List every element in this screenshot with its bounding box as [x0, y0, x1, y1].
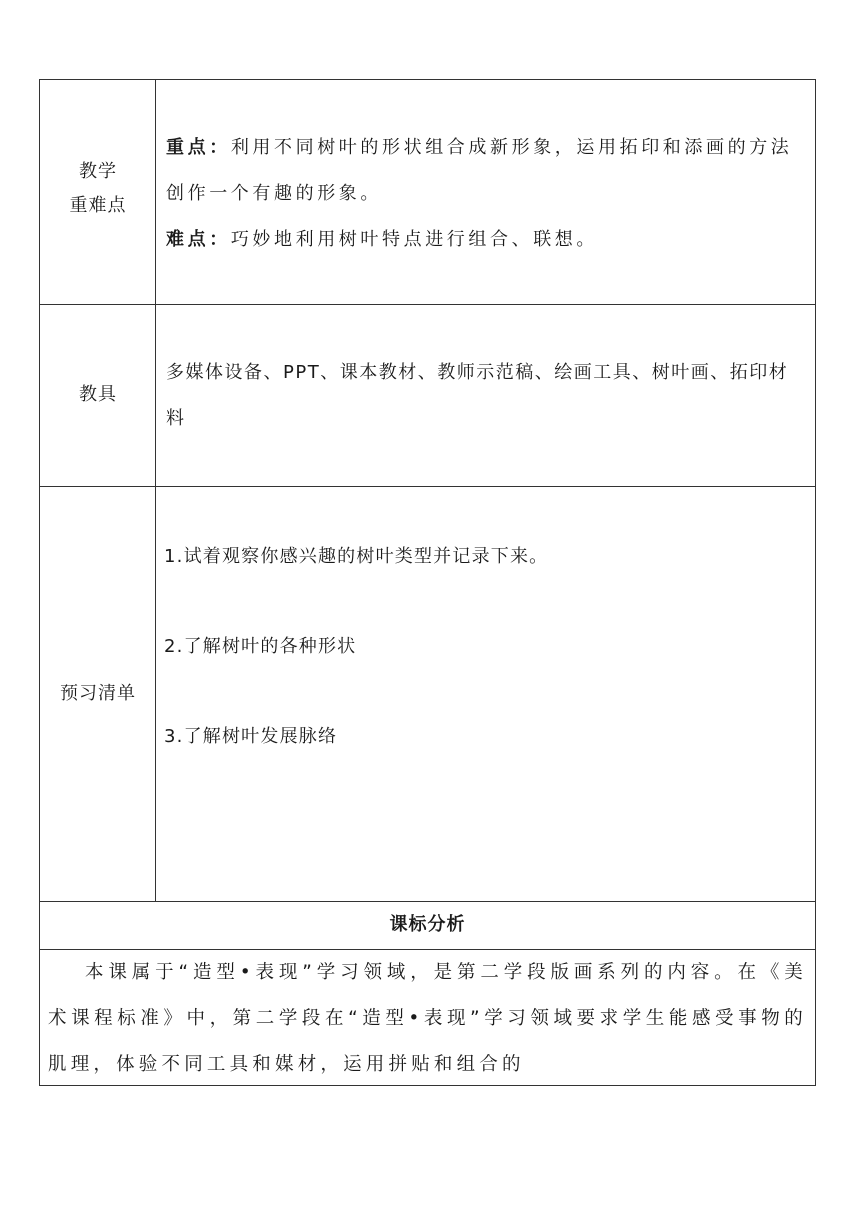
teaching-aids-text: 多媒体设备、PPT、课本教材、教师示范稿、绘画工具、树叶画、拓印材料	[166, 362, 789, 429]
key-point	[166, 125, 805, 217]
key-point-text: 利用不同树叶的形状组合成新形象，运用拓印和添画的方法创作一个有趣的形象。	[166, 137, 793, 204]
lesson-plan-table	[39, 79, 816, 1086]
key-difficult-label	[40, 155, 156, 223]
key-difficult-label-line1: 教学	[79, 161, 117, 182]
preview-list-label: 预习清单	[60, 683, 136, 704]
curriculum-analysis-paragraph: 本课属于“造型•表现”学习领域，是第二学段版画系列的内容。在《美术课程标准》中，第二学段在“造型•表现”学习领域要求学生能感受事物的肌理，体验不同工具和媒材，运用拼贴和组合的	[48, 962, 807, 1075]
preview-list-item-1: 1.试着观察你感兴趣的树叶类型并记录下来。	[164, 546, 549, 567]
teaching-aids-label: 教具	[79, 384, 117, 405]
curriculum-analysis-title: 课标分析	[389, 914, 466, 935]
row-divider	[40, 486, 815, 487]
difficult-point-title: 难点：	[166, 229, 231, 250]
difficult-point-text: 巧妙地利用树叶特点进行组合、联想。	[230, 229, 599, 250]
difficult-point	[166, 217, 805, 263]
preview-list-item-2: 2.了解树叶的各种形状	[164, 636, 357, 657]
key-difficult-content	[166, 125, 805, 263]
key-difficult-label-line2: 重难点	[69, 195, 127, 216]
preview-list-item-3: 3.了解树叶发展脉络	[164, 726, 338, 747]
row-divider	[40, 304, 815, 305]
key-point-title: 重点：	[166, 137, 231, 158]
